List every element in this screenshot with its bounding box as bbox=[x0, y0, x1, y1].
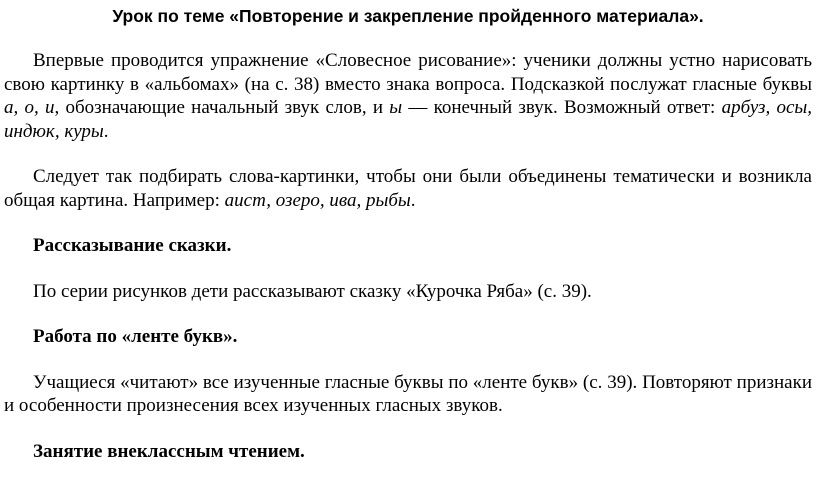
text-run: . bbox=[410, 189, 416, 211]
italic-vowels: а, о, и bbox=[4, 97, 55, 118]
paragraph-verbal-drawing bbox=[4, 49, 812, 143]
heading-letter-tape: Работа по «ленте букв». bbox=[33, 326, 238, 347]
italic-vowel-y: ы bbox=[389, 97, 403, 118]
heading-storytelling: Рассказывание сказки. bbox=[33, 235, 232, 256]
paragraph-story: По серии рисунков дети рассказывают сказку «Курочка Ряба» (с. 39). bbox=[33, 280, 592, 302]
paragraph-word-pictures bbox=[4, 165, 812, 212]
text-run: . bbox=[103, 120, 109, 142]
text-run: , обозначающие начальный звук слов, и bbox=[54, 97, 390, 118]
paragraph-letter-tape: Учащиеся «читают» все изученные гласные буквы по «ленте букв» (с. 39). Повторяют признаки и особенности произнесения всех изученных гласных звуков. bbox=[4, 371, 812, 416]
italic-example: аист, озеро, ива, рыбы bbox=[224, 189, 411, 211]
text-run: Следует так подбирать слова-картинки, чтобы они были объединены тематически и возникла общая картина. Например: bbox=[4, 166, 812, 211]
text-run: Впервые проводится упражнение «Словесное рисование»: ученики должны устно нарисовать свою картинку в «альбомах» (на с. 38) вместо знака вопроса. Подсказкой послужат гласные буквы bbox=[4, 50, 812, 95]
italic-answer: арбуз, осы, индюк, куры bbox=[4, 97, 813, 142]
text-run: — конечный звук. Возможный ответ: bbox=[402, 97, 722, 118]
heading-extra-reading: Занятие внеклассным чтением. bbox=[33, 440, 305, 462]
lesson-title: Урок по теме «Повторение и закрепление пройденного материала». bbox=[112, 6, 704, 26]
